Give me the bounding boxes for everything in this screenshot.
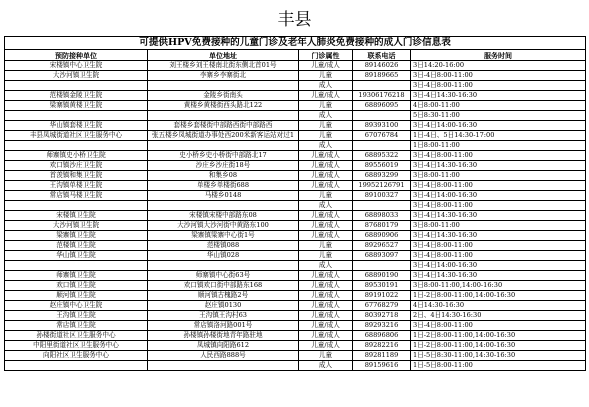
unit-address-cell: 孙楼镇孙楼街地青年路驻地 <box>148 331 299 341</box>
service-time-cell: 3日-4日14:30-16:30 <box>411 271 586 281</box>
clinic-table <box>4 36 586 371</box>
service-time-cell: 3日8:00-11:00 <box>411 221 586 231</box>
service-time-cell: 3日-4日8:00-11:00 <box>411 241 586 251</box>
phone-cell: 87680179 <box>353 221 411 231</box>
service-time-cell: 3日-4日8:00-11:00 <box>411 71 586 81</box>
clinic-attribute-cell: 成人 <box>299 111 353 121</box>
unit-address-cell: 套楼乡套楼街中部路西街中部路西 <box>148 121 299 131</box>
service-time-cell: 1日-5日8:00-11:00 <box>411 361 586 371</box>
unit-address-cell: 刘王楼乡刘王楼南北街东侧北首01号 <box>148 61 299 71</box>
clinic-attribute-cell: 儿童/成人 <box>299 331 353 341</box>
table-row <box>5 211 586 221</box>
table-row <box>5 191 586 201</box>
table-row <box>5 111 586 121</box>
unit-name-cell <box>5 361 148 371</box>
unit-name-cell: 梁寨镇卫生院 <box>5 231 148 241</box>
phone-cell: 67076784 <box>353 131 411 141</box>
unit-name-cell <box>5 201 148 211</box>
table-row <box>5 161 586 171</box>
table-row <box>5 81 586 91</box>
phone-cell: 89393100 <box>353 121 411 131</box>
header-unit: 预防接种单位 <box>5 50 148 61</box>
unit-name-cell: 常店镇马楼卫生院 <box>5 191 148 201</box>
service-time-cell: 3日-4日8:00-11:00 <box>411 81 586 91</box>
unit-address-cell: 欢口镇欢口街中部路东168 <box>148 281 299 291</box>
service-time-cell: 3日-4日14:00-16:30 <box>411 261 586 271</box>
clinic-attribute-cell: 儿童/成人 <box>299 151 353 161</box>
phone-cell: 89282216 <box>353 341 411 351</box>
unit-address-cell: 凤城镇向阳路612 <box>148 341 299 351</box>
unit-address-cell: 王沟镇王沟村63 <box>148 311 299 321</box>
service-time-cell: 3日8:00-11:00 <box>411 171 586 181</box>
unit-name-cell: 中阳里街道社区卫生服务中心 <box>5 341 148 351</box>
phone-cell: 67768279 <box>353 301 411 311</box>
clinic-attribute-cell: 儿童/成人 <box>299 161 353 171</box>
clinic-attribute-cell: 成人 <box>299 141 353 151</box>
clinic-attribute-cell: 儿童/成人 <box>299 211 353 221</box>
unit-name-cell: 顺河镇卫生院 <box>5 291 148 301</box>
table-row <box>5 351 586 361</box>
phone-cell: 19306176218 <box>353 91 411 101</box>
phone-cell <box>353 141 411 151</box>
unit-address-cell: 人民西路888号 <box>148 351 299 361</box>
table-title: 可提供HPV免费接种的儿童门诊及老年人肺炎免费接种的成人门诊信息表 <box>5 37 586 50</box>
clinic-attribute-cell: 儿童/成人 <box>299 61 353 71</box>
table-row <box>5 241 586 251</box>
phone-cell: 89296527 <box>353 241 411 251</box>
phone-cell: 89281189 <box>353 351 411 361</box>
unit-name-cell: 孙楼街道社区卫生服务中心 <box>5 331 148 341</box>
service-time-cell: 5日8:30-11:00 <box>411 111 586 121</box>
unit-name-cell: 欢口镇沙庄卫生院 <box>5 161 148 171</box>
phone-cell: 68896806 <box>353 331 411 341</box>
unit-name-cell <box>5 81 148 91</box>
unit-name-cell: 向阳社区卫生服务中心 <box>5 351 148 361</box>
table-header-row <box>5 50 586 61</box>
clinic-attribute-cell: 儿童 <box>299 71 353 81</box>
unit-name-cell: 大沙河镇卫生院 <box>5 71 148 81</box>
unit-address-cell: 黄楼乡黄楼街西头路北122 <box>148 101 299 111</box>
service-time-cell: 1日-2日8:00-11:00,14:00-16:30 <box>411 331 586 341</box>
service-time-cell: 1日-2日8:00-11:00,14:00-16:30 <box>411 341 586 351</box>
phone-cell: 68890190 <box>353 271 411 281</box>
table-row <box>5 71 586 81</box>
table-row <box>5 61 586 71</box>
unit-name-cell: 师寨镇卫生院 <box>5 271 148 281</box>
phone-cell: 68893299 <box>353 171 411 181</box>
phone-cell <box>353 201 411 211</box>
clinic-attribute-cell: 儿童/成人 <box>299 281 353 291</box>
unit-name-cell: 赵庄镇中心卫生院 <box>5 301 148 311</box>
phone-cell: 89159616 <box>353 361 411 371</box>
service-time-cell: 3日8:00-11:00,14:00-16:30 <box>411 281 586 291</box>
unit-address-cell <box>148 261 299 271</box>
table-row <box>5 121 586 131</box>
county-heading: 丰县 <box>277 10 312 30</box>
clinic-attribute-cell: 儿童 <box>299 251 353 261</box>
unit-name-cell: 常店镇卫生院 <box>5 321 148 331</box>
service-time-cell: 3日-4日8:00-11:00 <box>411 201 586 211</box>
unit-name-cell: 王沟镇单楼卫生院 <box>5 181 148 191</box>
clinic-attribute-cell: 儿童 <box>299 191 353 201</box>
unit-name-cell: 范楼镇金陵卫生院 <box>5 91 148 101</box>
unit-name-cell: 范楼镇卫生院 <box>5 241 148 251</box>
service-time-cell: 3日-4日14:30-16:30 <box>411 91 586 101</box>
clinic-attribute-cell: 儿童 <box>299 101 353 111</box>
unit-name-cell <box>5 111 148 121</box>
table-row <box>5 251 586 261</box>
clinic-attribute-cell: 儿童/成人 <box>299 171 353 181</box>
table-row <box>5 201 586 211</box>
unit-address-cell: 常店镇洛河路001号 <box>148 321 299 331</box>
service-time-cell: 3日-4日8:00-11:00 <box>411 181 586 191</box>
phone-cell: 68890906 <box>353 231 411 241</box>
unit-address-cell: 李寨乡李寨街北 <box>148 71 299 81</box>
phone-cell: 89146026 <box>353 61 411 71</box>
unit-address-cell: 顺河镇古槐路2号 <box>148 291 299 301</box>
service-time-cell: 3日-4日8:00-11:00 <box>411 321 586 331</box>
phone-cell <box>353 111 411 121</box>
unit-address-cell: 史小桥乡史小桥街中部路北17 <box>148 151 299 161</box>
service-time-cell: 3日-4日8:00-11:00 <box>411 251 586 261</box>
unit-name-cell: 华山镇卫生院 <box>5 251 148 261</box>
phone-cell: 68898033 <box>353 211 411 221</box>
table-row <box>5 131 586 141</box>
unit-address-cell: 范楼镇088 <box>148 241 299 251</box>
unit-address-cell <box>148 111 299 121</box>
table-row <box>5 331 586 341</box>
clinic-attribute-cell: 儿童/成人 <box>299 181 353 191</box>
service-time-cell: 1日8:00-11:00 <box>411 141 586 151</box>
unit-address-cell: 沙庄乡沙庄街18号 <box>148 161 299 171</box>
service-time-cell: 3日14:20-16:00 <box>411 61 586 71</box>
clinic-attribute-cell: 儿童/成人 <box>299 301 353 311</box>
phone-cell <box>353 261 411 271</box>
clinic-attribute-cell: 儿童/成人 <box>299 341 353 351</box>
service-time-cell: 3日-4日14:00-16:30 <box>411 191 586 201</box>
unit-address-cell: 张五楼乡凤城街道办事处西200米新客运站对过1 <box>148 131 299 141</box>
clinic-attribute-cell: 儿童 <box>299 241 353 251</box>
table-row <box>5 361 586 371</box>
unit-name-cell <box>5 261 148 271</box>
unit-address-cell: 大沙河镇大沙河街中黄路东100 <box>148 221 299 231</box>
vaccination-info-sheet <box>4 36 585 371</box>
clinic-attribute-cell: 成人 <box>299 201 353 211</box>
unit-address-cell <box>148 141 299 151</box>
unit-name-cell: 王沟镇卫生院 <box>5 311 148 321</box>
service-time-cell: 1日-2日8:00-11:00,14:00-16:30 <box>411 291 586 301</box>
phone-cell: 19952126791 <box>353 181 411 191</box>
table-row <box>5 101 586 111</box>
table-row <box>5 291 586 301</box>
clinic-attribute-cell: 儿童 <box>299 131 353 141</box>
unit-name-cell: 师寨镇史小桥卫生院 <box>5 151 148 161</box>
unit-address-cell: 赵庄镇0130 <box>148 301 299 311</box>
service-time-cell: 3日-4日14:30-16:30 <box>411 161 586 171</box>
phone-cell: 89556019 <box>353 161 411 171</box>
table-row <box>5 311 586 321</box>
service-time-cell: 2日、4日14:30-16:30 <box>411 311 586 321</box>
unit-address-cell: 宋楼镇宋楼中部路东08 <box>148 211 299 221</box>
header-service-time: 服务时间 <box>411 50 586 61</box>
unit-name-cell: 丰县凤城街道社区卫生服务中心 <box>5 131 148 141</box>
unit-address-cell <box>148 81 299 91</box>
table-row <box>5 301 586 311</box>
clinic-attribute-cell: 儿童 <box>299 121 353 131</box>
service-time-cell: 3日-4日14:30-16:30 <box>411 211 586 221</box>
phone-cell: 68895322 <box>353 151 411 161</box>
clinic-attribute-cell: 儿童/成人 <box>299 91 353 101</box>
unit-address-cell: 师寨镇中心街63号 <box>148 271 299 281</box>
header-address: 单位地址 <box>148 50 299 61</box>
unit-name-cell: 华山镇套楼卫生院 <box>5 121 148 131</box>
unit-name-cell: 宋楼镇卫生院 <box>5 211 148 221</box>
service-time-cell: 4日14:30-16:30 <box>411 301 586 311</box>
table-row <box>5 281 586 291</box>
unit-address-cell: 单楼乡单楼街688 <box>148 181 299 191</box>
phone-cell: 89191022 <box>353 291 411 301</box>
service-time-cell: 1日-5日8:30-11:00,14:30-16:30 <box>411 351 586 361</box>
unit-name-cell: 首羡镇和集卫生院 <box>5 171 148 181</box>
service-time-cell: 3日-4日14:30-16:30 <box>411 231 586 241</box>
unit-address-cell <box>148 361 299 371</box>
header-phone: 联系电话 <box>353 50 411 61</box>
table-row <box>5 261 586 271</box>
phone-cell: 68896095 <box>353 101 411 111</box>
clinic-attribute-cell: 儿童/成人 <box>299 321 353 331</box>
unit-name-cell: 欢口镇卫生院 <box>5 281 148 291</box>
clinic-attribute-cell: 儿童/成人 <box>299 271 353 281</box>
table-row <box>5 151 586 161</box>
table-row <box>5 271 586 281</box>
phone-cell <box>353 81 411 91</box>
clinic-attribute-cell: 儿童/成人 <box>299 291 353 301</box>
clinic-attribute-cell: 儿童 <box>299 351 353 361</box>
table-row <box>5 141 586 151</box>
unit-name-cell <box>5 141 148 151</box>
phone-cell: 89530191 <box>353 281 411 291</box>
unit-address-cell: 梁寨镇梁寨中心街1号 <box>148 231 299 241</box>
table-row <box>5 321 586 331</box>
unit-address-cell: 马楼乡0148 <box>148 191 299 201</box>
table-row <box>5 91 586 101</box>
table-row <box>5 181 586 191</box>
table-row <box>5 341 586 351</box>
service-time-cell: 1日-4日、5日14:30-17:00 <box>411 131 586 141</box>
clinic-attribute-cell: 成人 <box>299 361 353 371</box>
phone-cell: 89100327 <box>353 191 411 201</box>
table-row <box>5 171 586 181</box>
service-time-cell: 3日-4日8:00-11:00 <box>411 151 586 161</box>
unit-address-cell: 华山镇028 <box>148 251 299 261</box>
unit-name-cell: 宋楼镇中心卫生院 <box>5 61 148 71</box>
service-time-cell: 4日8:00-11:00 <box>411 101 586 111</box>
table-row <box>5 231 586 241</box>
clinic-attribute-cell: 成人 <box>299 261 353 271</box>
unit-name-cell: 梁寨镇黄楼卫生院 <box>5 101 148 111</box>
unit-name-cell: 大沙河镇卫生院 <box>5 221 148 231</box>
clinic-attribute-cell: 成人 <box>299 81 353 91</box>
clinic-attribute-cell: 儿童/成人 <box>299 231 353 241</box>
clinic-attribute-cell: 儿童/成人 <box>299 311 353 321</box>
unit-address-cell: 和集乡08 <box>148 171 299 181</box>
table-row <box>5 221 586 231</box>
header-attribute: 门诊属性 <box>299 50 353 61</box>
phone-cell: 80392718 <box>353 311 411 321</box>
phone-cell: 89293216 <box>353 321 411 331</box>
service-time-cell: 3日-4日14:00-16:30 <box>411 121 586 131</box>
unit-address-cell: 金陵乡街南头 <box>148 91 299 101</box>
clinic-attribute-cell: 儿童/成人 <box>299 221 353 231</box>
phone-cell: 89189665 <box>353 71 411 81</box>
table-title-row <box>5 37 586 50</box>
phone-cell: 68893097 <box>353 251 411 261</box>
unit-address-cell <box>148 201 299 211</box>
